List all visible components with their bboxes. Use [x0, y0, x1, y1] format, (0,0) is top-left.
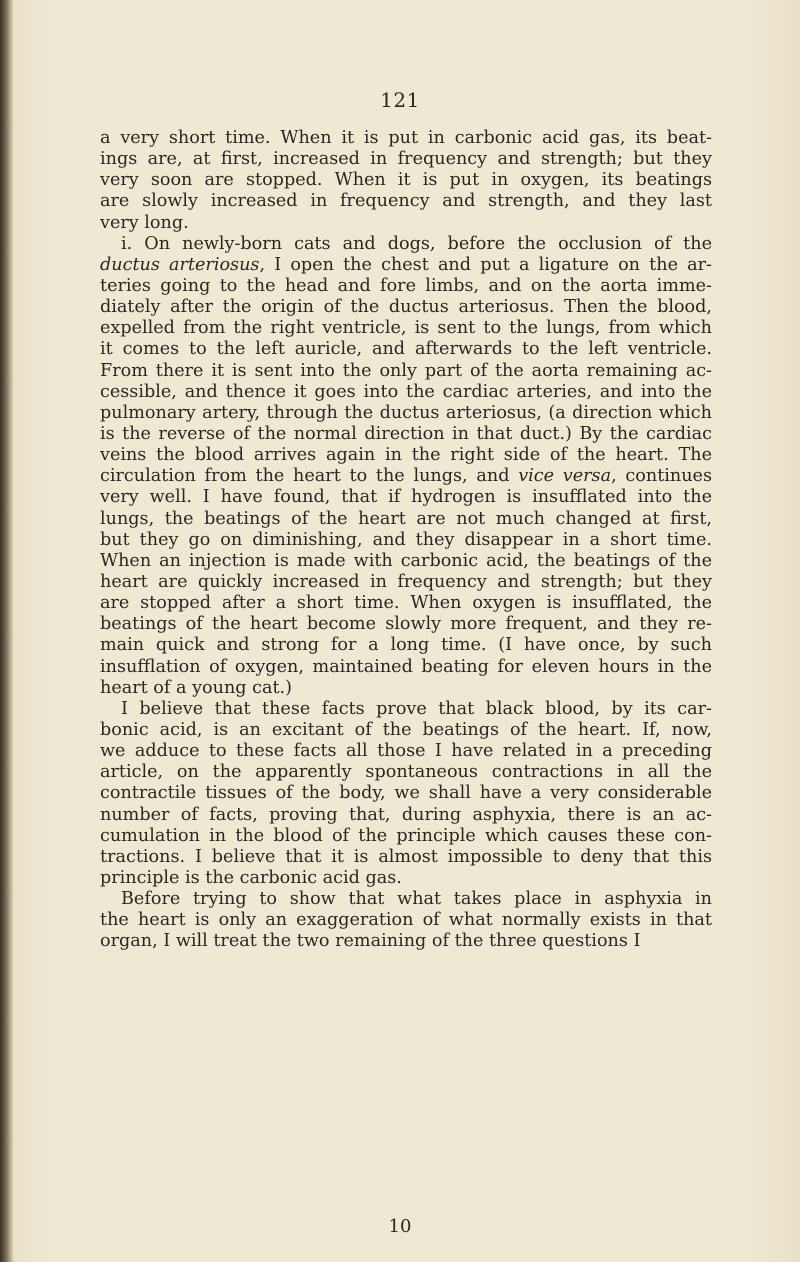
text-line: principle is the carbonic acid gas. — [100, 867, 402, 888]
text-line: tractions. I believe that it is almost impossible to deny that this — [100, 846, 712, 867]
text-line: i. On newly-born cats and dogs, before the occlusion of the — [121, 233, 712, 254]
text-line: circulation from the heart to the lungs, and vice versa, continues — [100, 466, 712, 487]
body-text — [100, 128, 712, 952]
text-line: are slowly increased in frequency and strength, and they last — [100, 191, 712, 212]
text-line: are stopped after a short time. When oxygen is insufflated, the — [100, 593, 712, 614]
text-line: pulmonary artery, through the ductus arteriosus, (a direction which — [100, 402, 712, 423]
text-line: When an injection is made with carbonic acid, the beatings of the — [100, 550, 712, 571]
text-line: the heart is only an exaggeration of what normally exists in that — [100, 910, 712, 931]
text-line: teries going to the head and fore limbs, and on the aorta imme- — [100, 275, 712, 296]
text-line: ings are, at first, increased in frequency and strength; but they — [100, 149, 712, 170]
signature-mark: 10 — [388, 1216, 412, 1237]
text-line: contractile tissues of the body, we shall have a very considerable — [100, 783, 712, 804]
text-line: I believe that these facts prove that black blood, by its car- — [121, 698, 712, 719]
text-line: but they go on diminishing, and they disappear in a short time. — [100, 529, 712, 550]
text-line: very long. — [100, 212, 189, 233]
text-line: main quick and strong for a long time. (I have once, by such — [100, 635, 712, 656]
text-line: beatings of the heart become slowly more frequent, and they re- — [100, 614, 712, 635]
text-line: bonic acid, is an excitant of the beatings of the heart. If, now, — [100, 719, 712, 740]
text-line: organ, I will treat the two remaining of the three questions I — [100, 931, 641, 952]
book-binding-edge — [0, 0, 14, 1262]
page-number: 121 — [380, 88, 420, 112]
text-line: very soon are stopped. When it is put in oxygen, its beatings — [100, 170, 712, 191]
text-line: diately after the origin of the ductus arteriosus. Then the blood, — [100, 297, 712, 318]
text-line: very well. I have found, that if hydrogen is insufflated into the — [100, 487, 712, 508]
text-line: we adduce to these facts all those I have related in a preceding — [100, 741, 712, 762]
text-line: is the reverse of the normal direction in that duct.) By the cardiac — [100, 423, 712, 444]
text-line: cumulation in the blood of the principle which causes these con- — [100, 825, 712, 846]
text-line: Before trying to show that what takes place in asphyxia in — [121, 889, 712, 910]
text-line: expelled from the right ventricle, is sent to the lungs, from which — [100, 318, 712, 339]
text-line: lungs, the beatings of the heart are not much changed at first, — [100, 508, 712, 529]
text-line: veins the blood arrives again in the right side of the heart. The — [100, 445, 712, 466]
text-line: heart of a young cat.) — [100, 677, 293, 698]
text-line: From there it is sent into the only part of the aorta remaining ac- — [100, 360, 712, 381]
text-line: it comes to the left auricle, and afterwards to the left ventricle. — [100, 339, 712, 360]
text-line: article, on the apparently spontaneous contractions in all the — [100, 762, 712, 783]
text-line: number of facts, proving that, during asphyxia, there is an ac- — [100, 804, 712, 825]
text-line: insufflation of oxygen, maintained beating for eleven hours in the — [100, 656, 712, 677]
text-line: a very short time. When it is put in carbonic acid gas, its beat- — [100, 128, 712, 148]
text-line: ductus arteriosus, I open the chest and put a ligature on the ar- — [100, 254, 712, 275]
text-line: heart are quickly increased in frequency and strength; but they — [100, 571, 712, 592]
text-line: cessible, and thence it goes into the cardiac arteries, and into the — [100, 381, 712, 402]
